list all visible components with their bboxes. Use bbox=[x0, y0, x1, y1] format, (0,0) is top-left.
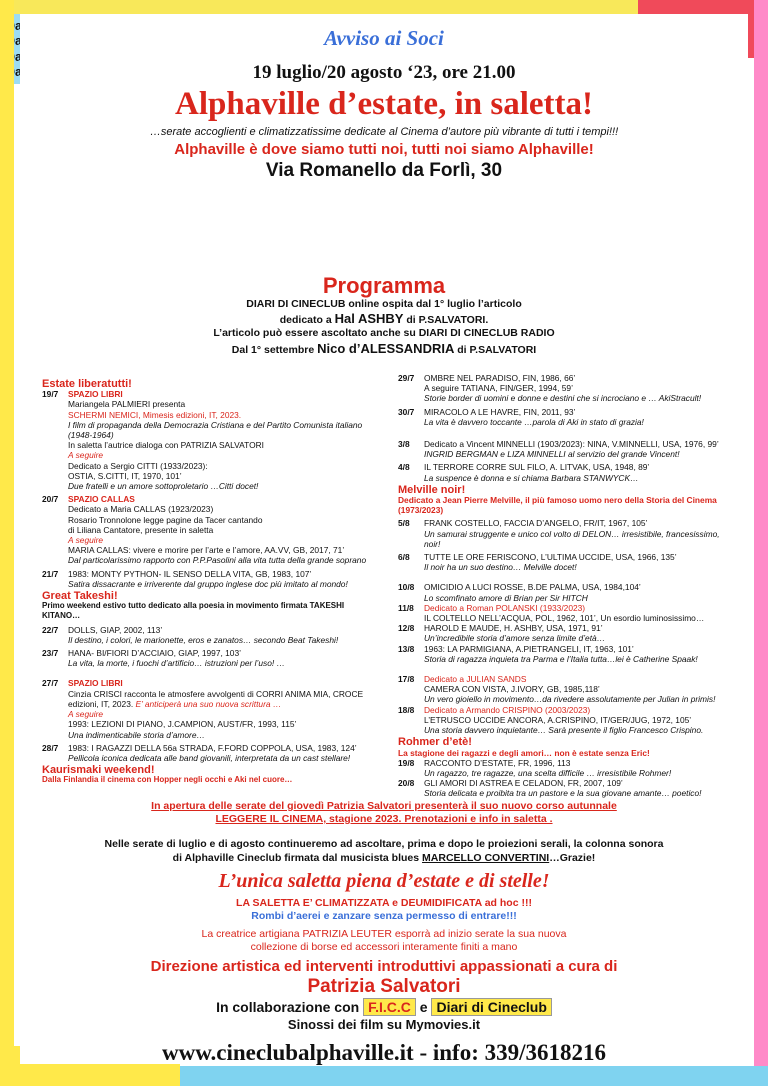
event-line: MARIA CALLAS: vivere e morire per l’arte e l’amore, AA.VV, GB, 2017, 71’ bbox=[68, 545, 345, 556]
event-date: 27/7 bbox=[42, 678, 59, 689]
section-kaurismaki: Kaurismaki weekend! bbox=[42, 764, 155, 777]
event-line: Dedicato a Vincent MINNELLI (1903/2023): NINA, V.MINNELLI, USA, 1976, 99’ bbox=[424, 439, 719, 450]
event-line: Una storia davvero inquietante… Sarà presente il figlio Francesco Crispino. bbox=[424, 725, 704, 736]
event-date: 22/7 bbox=[42, 624, 59, 635]
event-date: 6/8 bbox=[398, 552, 410, 563]
event-date: 20/7 bbox=[42, 494, 59, 505]
section-rohmer-sub: La stagione dei ragazzi e degli amori… non è estate senza Eric! bbox=[398, 747, 650, 758]
soundtrack-thanks: …Grazie! bbox=[549, 852, 596, 864]
programma-line-2 bbox=[0, 311, 768, 326]
programma-line-1: DIARI DI CINECLUB online ospita dal 1° luglio l’articolo bbox=[246, 298, 522, 310]
programma-title: Programma bbox=[322, 273, 446, 298]
soundtrack-note bbox=[0, 837, 768, 865]
event-line: E’ anticiperà una suo nuova scrittura … bbox=[135, 698, 282, 709]
event-date: 17/8 bbox=[398, 674, 415, 685]
event-23-7 bbox=[42, 648, 377, 668]
event-6-8 bbox=[398, 552, 732, 572]
program-left-column bbox=[42, 377, 377, 786]
event-30-7 bbox=[398, 407, 732, 427]
event-date: 10/8 bbox=[398, 582, 415, 593]
event-line: 1963: LA PARMIGIANA, A.PIETRANGELI, IT, 1963, 101’ bbox=[424, 643, 634, 654]
event-date: 5/8 bbox=[398, 518, 410, 529]
event-date: 12/8 bbox=[398, 623, 415, 634]
collaboration-line bbox=[0, 998, 768, 1016]
event-dates: 19 luglio/20 agosto ‘23, ore 21.00 bbox=[252, 62, 516, 83]
event-19-7 bbox=[42, 389, 377, 491]
event-line: Una indimenticabile storia d’amore… bbox=[68, 729, 205, 740]
event-line: di Liliana Cantatore, presente in saletta bbox=[68, 524, 214, 535]
event-21-7 bbox=[42, 569, 377, 589]
section-takeshi: Great Takeshi! bbox=[42, 590, 118, 603]
event-line: DOLLS, GIAP, 2002, 113’ bbox=[68, 624, 163, 635]
event-line: TUTTE LE ORE FERISCONO, L’ULTIMA UCCIDE, USA, 1966, 135’ bbox=[424, 552, 677, 563]
programma-line-2-c: di P.SALVATORI. bbox=[403, 314, 489, 326]
event-17-8 bbox=[398, 674, 732, 705]
ficc-badge: F.I.C.C bbox=[363, 998, 416, 1016]
event-line: Satira dissacrante e irriverente dal gruppo inglese doc più imitato al mondo! bbox=[68, 578, 348, 589]
event-4-8 bbox=[398, 462, 732, 482]
event-date: 13/8 bbox=[398, 643, 415, 654]
address: Via Romanello da Forlì, 30 bbox=[265, 160, 503, 181]
event-line: La vita, la morte, i fuochi d’artificio… istruzioni per l’uso! … bbox=[68, 658, 285, 669]
event-28-7 bbox=[42, 743, 377, 763]
zanzare-note: Rombi d’aerei e zanzare senza permesso di entrare!!! bbox=[251, 910, 517, 922]
event-line: OMBRE NEL PARADISO, FIN, 1986, 66’ bbox=[424, 373, 576, 383]
event-date: 30/7 bbox=[398, 406, 415, 417]
musician-name: MARCELLO CONVERTINI bbox=[422, 852, 550, 864]
event-date: 29/7 bbox=[398, 373, 415, 383]
event-11-8 bbox=[398, 603, 732, 623]
event-date: 18/8 bbox=[398, 704, 415, 715]
event-date: 28/7 bbox=[42, 742, 59, 753]
event-line: OSTIA, S.CITTI, IT, 1970, 101’ bbox=[68, 470, 182, 481]
collab-text: In collaborazione con bbox=[216, 999, 364, 1015]
section-rohmer: Rohmer d’etè! bbox=[398, 736, 472, 749]
event-line: OMICIDIO A LUCI ROSSE, B.DE PALMA, USA, 1984,104’ bbox=[424, 582, 641, 593]
section-melville-sub: Dedicato a Jean Pierre Melville, il più famoso uomo nero della Storia del Cinema (1973/2023) bbox=[398, 495, 717, 516]
event-29-7 bbox=[398, 373, 732, 404]
event-line: I film di propaganda della Democrazia Cristiana e del Partito Comunista italiano (1948-1964) bbox=[68, 419, 363, 441]
event-line: Dedicato a Armando CRISPINO (2003/2023) bbox=[424, 704, 591, 715]
event-line: Dedicato a Roman POLANSKI (1933/2023) bbox=[424, 602, 586, 613]
website-link[interactable]: www.cineclubalphaville.it - info: 339/3618216 bbox=[161, 1040, 607, 1065]
event-20-8 bbox=[398, 778, 732, 798]
event-date: 23/7 bbox=[42, 648, 59, 659]
event-line: Dal particolarissimo rapporto con P.P.Pasolini alla vita tutta della grande soprano bbox=[68, 555, 367, 566]
event-line: Dedicato a JULIAN SANDS bbox=[424, 674, 527, 685]
event-line: Il noir ha un suo destino… Melville docet! bbox=[424, 562, 577, 573]
event-line: Pellicola iconica dedicata alle band giovanili, interpretata da un cast stellare! bbox=[68, 752, 351, 763]
section-estate: Estate liberatutti! bbox=[42, 378, 132, 390]
event-line: In saletta l’autrice dialoga con PATRIZIA SALVATORI bbox=[68, 440, 264, 451]
section-takeshi-sub: Primo weekend estivo tutto dedicato alla poesia in movimento firmata TAKESHI KITANO… bbox=[42, 601, 345, 621]
event-line: Storia di ragazza inquieta tra Parma e l’Italia tutta…lei è Catherine Spaak! bbox=[424, 653, 698, 664]
programma-line-3: L’articolo può essere ascoltato anche su DIARI DI CINECLUB RADIO bbox=[213, 327, 555, 339]
diari-badge: Diari di Cineclub bbox=[431, 998, 551, 1016]
event-line: IL TERRORE CORRE SUL FILO, A. LITVAK, USA, 1948, 89’ bbox=[424, 462, 650, 473]
event-date: 19/7 bbox=[42, 389, 59, 400]
creatrice-note: La creatrice artigiana PATRIZIA LEUTER esporrà ad inizio serate la sua nuova collezione di borse ed accessori interamente finiti a mano bbox=[201, 928, 567, 953]
slogan: Alphaville è dove siamo tutti noi, tutti noi siamo Alphaville! bbox=[174, 141, 594, 158]
event-line: INGRID BERGMAN e LIZA MINNELLI al servizio del grande Vincent! bbox=[424, 449, 680, 460]
event-line: SPAZIO LIBRI bbox=[68, 389, 123, 400]
event-line: Il destino, i colori, le marionette, eros e zanatos… secondo Beat Takeshi! bbox=[68, 634, 339, 645]
event-line: A seguire bbox=[68, 535, 104, 546]
event-20-7 bbox=[42, 494, 377, 565]
event-line: Mariangela PALMIERI presenta bbox=[68, 399, 186, 410]
event-line: Due fratelli e un amore sottoproletario …Citti docet! bbox=[68, 481, 259, 492]
event-line: Storie border di uomini e donne e destini che si incrociano e … AkiStracult! bbox=[424, 393, 702, 404]
avviso-title: Avviso ai Soci bbox=[324, 26, 444, 50]
event-22-7 bbox=[42, 625, 377, 645]
event-5-8 bbox=[398, 518, 732, 549]
event-line: A seguire bbox=[68, 709, 104, 720]
event-date: 20/8 bbox=[398, 778, 415, 789]
event-line: HAROLD E MAUDE, H. ASHBY, USA, 1971, 91’ bbox=[424, 623, 603, 634]
event-line: Dedicato a Maria CALLAS (1923/2023) bbox=[68, 504, 214, 515]
event-line: L’ETRUSCO UCCIDE ANCORA, A.CRISPINO, IT/GER/JUG, 1972, 105’ bbox=[424, 714, 692, 725]
event-line: 1983: I RAGAZZI DELLA 56a STRADA, F.FORD COPPOLA, USA, 1983, 124’ bbox=[68, 742, 357, 753]
event-27-7 bbox=[42, 678, 377, 739]
programma-nico: Nico d’ALESSANDRIA bbox=[317, 341, 455, 356]
soundtrack-text: Nelle serate di luglio e di agosto continueremo ad ascoltare, prima e dopo le proiezioni serali, la colonna sonora di Alphaville Cineclub firmata dal musicista blues bbox=[104, 838, 664, 864]
event-line: Storia delicata e proibita tra un pastore e la sua giovane amante… poetico! bbox=[424, 788, 702, 799]
unica-saletta-slogan: L’unica saletta piena d’estate e di stelle! bbox=[218, 870, 550, 892]
corso-announcement: In apertura delle serate del giovedì Patrizia Salvatori presenterà il suo nuovo corso autunnale LEGGERE IL CINEMA, stagione 2023. Prenotazioni e info in saletta . bbox=[151, 800, 617, 825]
section-kaurismaki-sub: Dalla Finlandia il cinema con Hopper negli occhi e Aki nel cuore… bbox=[42, 775, 293, 785]
curator-name: Patrizia Salvatori bbox=[307, 976, 461, 997]
event-line: Un samurai struggente e unico col volto di DELON… irresistibile, francesissimo, noir! bbox=[424, 528, 720, 549]
climatizzata-note: LA SALETTA E’ CLIMATIZZATA e DEUMIDIFICATA ad hoc !!! bbox=[236, 897, 532, 909]
event-line: MIRACOLO A LE HAVRE, FIN, 2011, 93’ bbox=[424, 406, 576, 417]
event-line: Un vero gioiello in movimento…da rivedere assolutamente per Julian in primis! bbox=[424, 694, 716, 705]
event-line: Lo scomfinato amore di Brian per Sir HITCH bbox=[424, 592, 588, 603]
event-line: CAMERA CON VISTA, J.IVORY, GB, 1985,118’ bbox=[424, 684, 600, 695]
event-line: FRANK COSTELLO, FACCIA D’ANGELO, FR/IT, 1967, 105’ bbox=[424, 518, 648, 529]
event-date: 11/8 bbox=[398, 602, 414, 613]
event-line: A seguire bbox=[68, 450, 104, 461]
event-line: Un’incredibile storia d’amore senza limite d’età… bbox=[424, 633, 606, 644]
event-date: 19/8 bbox=[398, 757, 415, 768]
programma-line-2-a: dedicato a bbox=[279, 314, 335, 326]
tagline: …serate accoglienti e climatizzatissime dedicate al Cinema d’autore più vibrante di tutti i tempi!!! bbox=[149, 126, 619, 138]
event-12-8 bbox=[398, 623, 732, 643]
programma-line-4-a: Dal 1° settembre bbox=[231, 344, 318, 356]
event-line: Dedicato a Sergio CITTI (1933/2023): bbox=[68, 460, 208, 471]
event-19-8 bbox=[398, 758, 732, 778]
event-10-8 bbox=[398, 582, 732, 602]
event-line: A seguire TATIANA, FIN/GER, 1994, 59’ bbox=[424, 383, 573, 394]
event-date: 21/7 bbox=[42, 568, 59, 579]
event-3-8 bbox=[398, 439, 732, 459]
event-line: SPAZIO LIBRI bbox=[68, 678, 123, 689]
event-line: SCHERMI NEMICI, Mimesis edizioni, IT, 2023. bbox=[68, 409, 242, 420]
event-line: RACCONTO D’ESTATE, FR, 1996, 113 bbox=[424, 757, 571, 768]
programma-line-4 bbox=[0, 341, 768, 356]
section-melville: Melville noir! bbox=[398, 483, 466, 496]
event-line: 1983: MONTY PYTHON- IL SENSO DELLA VITA, GB, 1983, 107’ bbox=[68, 568, 312, 579]
event-line: HANA- BI/FIORI D’ACCIAIO, GIAP, 1997, 103’ bbox=[68, 648, 241, 659]
programma-hal-ashby: Hal ASHBY bbox=[334, 311, 404, 326]
event-date: 3/8 bbox=[398, 439, 410, 450]
event-line: La vita è davvero toccante …parola di Aki in stato di grazia! bbox=[424, 416, 644, 427]
direzione-artistica: Direzione artistica ed interventi introduttivi appassionati a cura di bbox=[150, 958, 618, 975]
event-line: IL COLTELLO NELL’ACQUA, POL, 1962, 101’, Un esordio luminosissimo… bbox=[424, 613, 705, 624]
event-line: SPAZIO CALLAS bbox=[68, 494, 135, 505]
event-line: GLI AMORI DI ASTREA E CELADON, FR, 2007, 109’ bbox=[424, 778, 623, 789]
event-line: Un ragazzo, tre ragazze, una scelta difficile … irresistibile Rohmer! bbox=[424, 767, 672, 778]
headline: Alphaville d’estate, in saletta! bbox=[175, 86, 593, 122]
collab-and: e bbox=[415, 999, 432, 1015]
program-right-column bbox=[398, 373, 732, 799]
sinossi-note: Sinossi dei film su Mymovies.it bbox=[287, 1017, 481, 1032]
event-line: 1993: LEZIONI DI PIANO, J.CAMPION, AUST/FR, 1993, 115’ bbox=[68, 719, 297, 730]
event-line: Cinzia CRISCI racconta le atmosfere avvolgenti di CORRI ANIMA MIA, CROCE edizioni, IT, 2023. bbox=[68, 688, 364, 709]
event-18-8 bbox=[398, 705, 732, 736]
event-date: 4/8 bbox=[398, 462, 410, 473]
event-13-8 bbox=[398, 644, 732, 664]
event-line: Rosario Tronnolone legge pagine da Tacer cantando bbox=[68, 514, 263, 525]
programma-line-4-c: di P.SALVATORI bbox=[454, 344, 537, 356]
event-line: La suspence è donna e si chiama Barbara STANWYCK… bbox=[424, 472, 639, 483]
